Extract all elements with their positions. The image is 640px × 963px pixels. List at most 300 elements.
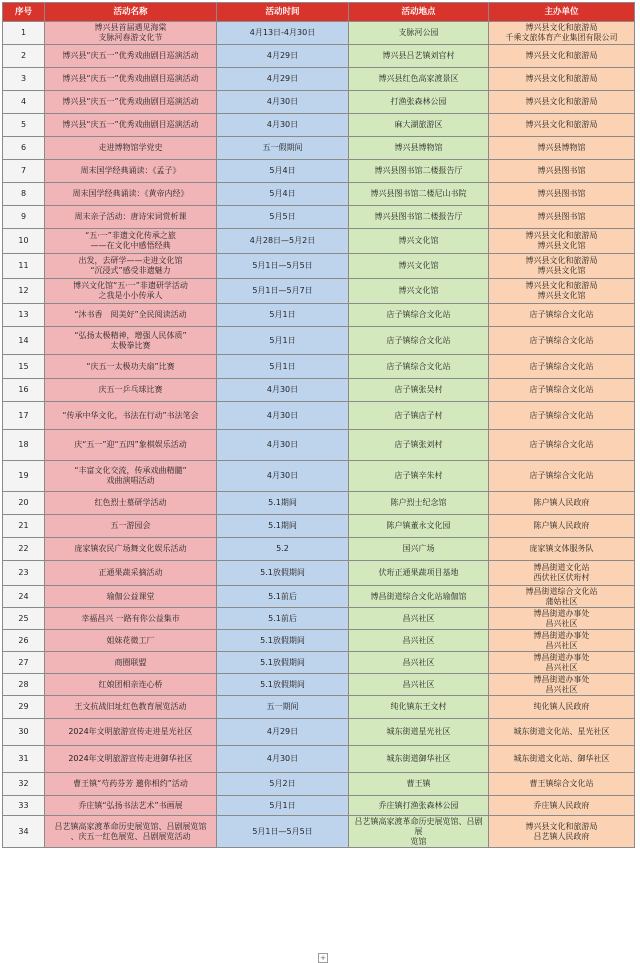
cell-index	[3, 304, 45, 327]
cell-activity-name	[45, 696, 217, 719]
cell-text-line: 28	[18, 679, 29, 689]
cell-activity-place	[349, 515, 489, 538]
cell-text-line: 9	[20, 212, 27, 221]
cell-text-line: 吕艺镇高家渡革命历史展览馆、吕剧展览馆	[54, 821, 207, 831]
cell-index	[3, 696, 45, 719]
cell-text-line: 支脉河公园	[398, 28, 439, 37]
cell-activity-time	[217, 327, 349, 355]
cell-text-line: 5月1日—5月7日	[252, 286, 313, 295]
cell-activity-place	[349, 538, 489, 561]
cell-text-line: 4月30日	[266, 410, 299, 420]
cell-text-line: 博昌街道办事处	[533, 608, 590, 618]
cell-text-line: 昌兴社区	[402, 657, 435, 667]
table-row	[3, 229, 635, 254]
cell-index	[3, 773, 45, 796]
header-index: 序号	[3, 3, 45, 22]
cell-text-line: 乔庄镇“弘扬书法艺术”书画展	[78, 800, 183, 810]
cell-text-line: 博兴县博物馆	[537, 143, 586, 152]
cell-text-line: 纯化镇人民政府	[533, 702, 590, 711]
cell-activity-name	[45, 652, 217, 674]
cell-text-line: 城东街道御华社区	[386, 754, 451, 763]
cell-text-line: 博兴县图书馆二楼报告厅	[374, 212, 463, 221]
cell-organizer	[489, 608, 635, 630]
cell-text-line: 王文抗战旧址红色教育展览活动	[74, 702, 187, 711]
cell-text-line: 店子镇综合文化站	[386, 335, 451, 345]
cell-organizer	[489, 114, 635, 137]
table-row	[3, 492, 635, 515]
cell-text-line: 曹王镇	[406, 779, 431, 788]
cell-organizer	[489, 68, 635, 91]
cell-text-line: 博兴文化馆“五·一”非遗研学活动	[73, 281, 188, 290]
cell-activity-place	[349, 492, 489, 515]
cell-text-line: 14	[18, 335, 29, 345]
cell-organizer	[489, 160, 635, 183]
cell-text-line: 5月1日	[269, 800, 296, 810]
cell-text-line: 博兴县文化和旅游局	[525, 23, 598, 32]
cell-text-line: 5.1放假期间	[260, 568, 305, 577]
cell-activity-time	[217, 206, 349, 229]
table-row	[3, 719, 635, 746]
cell-text-line: 庞家镇文体服务队	[529, 544, 594, 553]
cell-text-line: 陈户烈士纪念馆	[390, 498, 447, 507]
table-row	[3, 696, 635, 719]
cell-organizer	[489, 91, 635, 114]
cell-activity-name	[45, 355, 217, 379]
cell-index	[3, 652, 45, 674]
cell-text-line: 红色烈士墓研学活动	[94, 498, 167, 507]
cell-text-line: 周末国学经典诵读：《孟子》	[80, 166, 181, 175]
cell-activity-place	[349, 746, 489, 773]
cell-index	[3, 492, 45, 515]
cell-text-line: 店子镇综合文化站	[529, 310, 594, 319]
cell-organizer	[489, 402, 635, 430]
cell-text-line: 博兴县文化和旅游局	[525, 821, 598, 831]
cell-activity-name	[45, 746, 217, 773]
cell-text-line: 2024年文明旅游宣传走进御华社区	[68, 754, 193, 763]
cell-activity-time	[217, 816, 349, 848]
cell-text-line: 博昌街道办事处	[533, 630, 590, 640]
cell-text-line: 曹王镇“芍药芬芳 邀你相约”活动	[73, 779, 188, 788]
cell-activity-name	[45, 608, 217, 630]
cell-text-line: 5.1放假期间	[260, 635, 305, 645]
cell-activity-time	[217, 304, 349, 327]
cell-text-line: 纯化镇东王文村	[390, 702, 447, 711]
cell-activity-place	[349, 608, 489, 630]
cell-activity-place	[349, 183, 489, 206]
cell-index	[3, 22, 45, 45]
cell-text-line: 4月28日—5月2日	[249, 236, 316, 245]
cell-activity-time	[217, 114, 349, 137]
cell-text-line: 庞家镇农民广场舞文化娱乐活动	[74, 544, 187, 553]
cell-organizer	[489, 304, 635, 327]
table-row	[3, 183, 635, 206]
cell-text-line: 店子镇综合文化站	[529, 385, 594, 394]
cell-text-line: 27	[18, 657, 29, 667]
cell-text-line: 16	[18, 385, 29, 394]
cell-text-line: 昌兴社区	[545, 684, 578, 694]
cell-index	[3, 137, 45, 160]
cell-text-line: 商圈联盟	[114, 657, 147, 667]
table-row	[3, 160, 635, 183]
cell-activity-place	[349, 461, 489, 492]
cell-text-line: 戏曲演唱活动	[106, 476, 155, 485]
cell-organizer	[489, 206, 635, 229]
cell-text-line: 5月4日	[269, 189, 296, 198]
cell-index	[3, 816, 45, 848]
table-row	[3, 91, 635, 114]
cell-text-line: 博兴县红色高家渡景区	[378, 74, 459, 83]
cell-text-line: 店子镇综合文化站	[529, 410, 594, 420]
cell-index	[3, 254, 45, 279]
table-header-row	[3, 3, 635, 22]
cell-text-line: 8	[20, 189, 27, 198]
cell-organizer	[489, 45, 635, 68]
table-body	[3, 22, 635, 848]
cell-activity-place	[349, 816, 489, 848]
cell-organizer	[489, 461, 635, 492]
cell-text-line: 5月2日	[269, 779, 296, 788]
cell-activity-time	[217, 461, 349, 492]
cell-text-line: “五·一”非遗文化传承之旅	[85, 231, 176, 240]
cell-text-line: 店子镇店子村	[394, 410, 443, 420]
cell-activity-place	[349, 652, 489, 674]
cell-activity-place	[349, 355, 489, 379]
cell-text-line: 博兴县“庆五一”优秀戏曲剧目巡演活动	[62, 74, 199, 83]
cell-organizer	[489, 355, 635, 379]
cell-activity-time	[217, 379, 349, 402]
cell-text-line: 博兴县图书馆	[537, 212, 586, 221]
table-row	[3, 630, 635, 652]
cell-text-line: 博兴文化馆	[398, 236, 439, 245]
cell-text-line: 博兴县文化和旅游局	[525, 74, 598, 83]
table-row	[3, 652, 635, 674]
cell-text-line: 西伏社区伏珩村	[533, 573, 590, 582]
table-row	[3, 355, 635, 379]
cell-organizer	[489, 674, 635, 696]
cell-activity-place	[349, 561, 489, 586]
cell-activity-name	[45, 327, 217, 355]
cell-index	[3, 279, 45, 304]
cell-text-line: 庆五一乒乓球比赛	[98, 385, 163, 394]
cell-index	[3, 379, 45, 402]
cell-text-line: 博兴文化馆	[398, 261, 439, 270]
cell-text-line: 陈户镇董永文化园	[386, 521, 451, 530]
cell-text-line: 乔庄镇打渔张森林公园	[378, 800, 459, 810]
cell-activity-time	[217, 430, 349, 461]
cell-organizer	[489, 816, 635, 848]
cell-activity-name	[45, 430, 217, 461]
cell-index	[3, 561, 45, 586]
cell-activity-name	[45, 45, 217, 68]
cell-text-line: 29	[18, 702, 29, 711]
cell-text-line: 4月30日	[266, 97, 299, 106]
table-row	[3, 674, 635, 696]
table-row	[3, 515, 635, 538]
cell-text-line: 4月30日	[266, 471, 299, 480]
cell-activity-place	[349, 430, 489, 461]
cell-text-line: 20	[18, 498, 29, 507]
table-row	[3, 561, 635, 586]
cell-activity-place	[349, 45, 489, 68]
cell-activity-name	[45, 254, 217, 279]
cell-activity-name	[45, 538, 217, 561]
table-row	[3, 773, 635, 796]
cell-activity-time	[217, 45, 349, 68]
cell-organizer	[489, 630, 635, 652]
table-row	[3, 304, 635, 327]
cell-index	[3, 430, 45, 461]
cell-text-line: 4月30日	[266, 754, 299, 763]
cell-index	[3, 183, 45, 206]
cell-text-line: 博兴县文化和旅游局	[525, 231, 598, 240]
cell-index	[3, 327, 45, 355]
cell-activity-name	[45, 515, 217, 538]
cell-text-line: “丰富文化交流，传承戏曲精髓”	[74, 466, 187, 475]
table-row	[3, 254, 635, 279]
cell-text-line: 31	[18, 754, 29, 763]
table-row	[3, 402, 635, 430]
cell-text-line: 博兴县“庆五一”优秀戏曲剧目巡演活动	[62, 51, 199, 60]
cell-organizer	[489, 696, 635, 719]
cell-text-line: “沉浸式”感受非遗魅力	[90, 266, 171, 275]
cell-text-line: 出发，去研学——走进文化馆	[78, 256, 183, 265]
cell-activity-time	[217, 160, 349, 183]
cell-organizer	[489, 515, 635, 538]
cell-text-line: 博兴县文化馆	[537, 266, 586, 275]
cell-index	[3, 355, 45, 379]
cell-organizer	[489, 379, 635, 402]
cell-index	[3, 674, 45, 696]
cell-index	[3, 461, 45, 492]
cell-text-line: 庆“五一”迎“五四”象棋娱乐活动	[74, 440, 187, 449]
cell-activity-place	[349, 696, 489, 719]
cell-index	[3, 91, 45, 114]
table-row	[3, 608, 635, 630]
cell-text-line: 昌兴社区	[402, 613, 435, 623]
cell-text-line: 5月4日	[269, 166, 296, 175]
cell-activity-place	[349, 229, 489, 254]
cell-activity-time	[217, 515, 349, 538]
cell-text-line: 博兴县图书馆	[537, 189, 586, 198]
cell-text-line: 五一游园会	[110, 521, 151, 530]
cell-text-line: 5月1日—5月5日	[252, 261, 313, 270]
cell-text-line: “传承中华文化，书法在行动”书法笔会	[62, 410, 199, 420]
cell-text-line: 1	[20, 28, 27, 37]
cell-text-line: 4月29日	[266, 74, 299, 83]
cell-activity-place	[349, 402, 489, 430]
cell-activity-name	[45, 773, 217, 796]
table-row	[3, 746, 635, 773]
cell-activity-name	[45, 114, 217, 137]
cell-activity-place	[349, 22, 489, 45]
cell-organizer	[489, 327, 635, 355]
cell-text-line: 店子镇辛朱村	[394, 471, 443, 480]
cell-activity-time	[217, 538, 349, 561]
cell-text-line: 博兴县文化馆	[537, 291, 586, 300]
cell-text-line: 5.1前后	[268, 613, 297, 623]
cell-activity-name	[45, 461, 217, 492]
cell-text-line: “沐书香 阅美好”全民阅读活动	[74, 310, 187, 319]
table-row	[3, 22, 635, 45]
cell-activity-place	[349, 114, 489, 137]
cell-text-line: 国兴广场	[402, 544, 435, 553]
cell-text-line: 博昌街道综合文化站	[525, 586, 598, 596]
cell-activity-name	[45, 796, 217, 816]
cell-text-line: 正通果蔬采摘活动	[98, 568, 163, 577]
cell-activity-place	[349, 304, 489, 327]
cell-text-line: 10	[18, 236, 29, 245]
cell-text-line: 伏珩正通果蔬项目基地	[378, 568, 459, 577]
cell-activity-place	[349, 279, 489, 304]
cell-activity-place	[349, 327, 489, 355]
cell-text-line: 昌兴社区	[545, 618, 578, 628]
cell-activity-name	[45, 22, 217, 45]
cell-organizer	[489, 492, 635, 515]
cell-text-line: 博昌街道办事处	[533, 652, 590, 662]
sheet-tab-marker[interactable]: +	[318, 953, 328, 963]
cell-text-line: 五一期间	[266, 702, 299, 711]
cell-activity-name	[45, 91, 217, 114]
cell-text-line: 店子镇综合文化站	[529, 440, 594, 449]
table-row	[3, 538, 635, 561]
cell-activity-name	[45, 183, 217, 206]
cell-activity-place	[349, 379, 489, 402]
cell-text-line: 博兴县图书馆二楼尼山书院	[370, 189, 467, 198]
cell-activity-time	[217, 630, 349, 652]
cell-text-line: 博昌街道办事处	[533, 674, 590, 684]
table-row	[3, 114, 635, 137]
cell-activity-name	[45, 160, 217, 183]
cell-text-line: 博兴县吕艺镇刘官村	[382, 51, 455, 60]
cell-text-line: 博兴县文化和旅游局	[525, 51, 598, 60]
cell-activity-time	[217, 68, 349, 91]
cell-organizer	[489, 137, 635, 160]
cell-activity-time	[217, 22, 349, 45]
cell-activity-name	[45, 816, 217, 848]
cell-text-line: 13	[18, 310, 29, 319]
cell-text-line: 支脉河春游文化节	[98, 33, 163, 42]
cell-activity-place	[349, 630, 489, 652]
cell-activity-name	[45, 630, 217, 652]
cell-text-line: 4月29日	[266, 727, 299, 736]
cell-text-line: 5.1前后	[268, 591, 297, 601]
cell-text-line: 昌兴社区	[545, 640, 578, 650]
cell-text-line: 5.2	[276, 544, 289, 553]
cell-text-line: 4月30日	[266, 385, 299, 394]
table-row	[3, 816, 635, 848]
cell-text-line: 陈户镇人民政府	[533, 521, 590, 530]
table-row	[3, 45, 635, 68]
cell-activity-place	[349, 160, 489, 183]
header-activity-time: 活动时间	[217, 3, 349, 22]
table-row	[3, 379, 635, 402]
cell-text-line: 店子镇张刘村	[394, 440, 443, 449]
cell-activity-time	[217, 773, 349, 796]
cell-text-line: 红娘团相亲连心桥	[98, 679, 163, 689]
cell-organizer	[489, 773, 635, 796]
cell-index	[3, 608, 45, 630]
cell-text-line: 5月1日	[269, 335, 296, 345]
cell-text-line: 5月1日	[269, 361, 296, 371]
cell-activity-time	[217, 229, 349, 254]
cell-text-line: ——在文化中感悟经典	[90, 241, 171, 250]
cell-activity-place	[349, 719, 489, 746]
cell-text-line: 博兴县文化馆	[537, 241, 586, 250]
cell-text-line: 4月29日	[266, 51, 299, 60]
cell-index	[3, 515, 45, 538]
table-row	[3, 137, 635, 160]
cell-index	[3, 45, 45, 68]
header-activity-name: 活动名称	[45, 3, 217, 22]
cell-organizer	[489, 22, 635, 45]
table-row	[3, 279, 635, 304]
cell-activity-place	[349, 674, 489, 696]
cell-text-line: 博兴县首届遇见海棠	[94, 23, 167, 32]
cell-text-line: 30	[18, 727, 29, 736]
cell-activity-name	[45, 68, 217, 91]
cell-text-line: 5.1期间	[268, 521, 297, 530]
cell-text-line: 5.1放假期间	[260, 679, 305, 689]
cell-text-line: 太极拳比赛	[110, 340, 151, 350]
cell-text-line: 、庆五一红色展览、吕剧展览活动	[70, 831, 191, 841]
cell-organizer	[489, 430, 635, 461]
cell-activity-time	[217, 492, 349, 515]
cell-text-line: 博兴县“庆五一”优秀戏曲剧目巡演活动	[62, 97, 199, 106]
cell-activity-time	[217, 652, 349, 674]
cell-text-line: 店子镇综合文化站	[386, 361, 451, 371]
cell-text-line: 博兴县文化和旅游局	[525, 120, 598, 129]
cell-text-line: 5月1日—5月5日	[252, 826, 313, 836]
cell-text-line: 11	[18, 261, 29, 270]
cell-activity-name	[45, 719, 217, 746]
cell-activity-time	[217, 254, 349, 279]
cell-text-line: 博兴县文化和旅游局	[525, 97, 598, 106]
cell-index	[3, 719, 45, 746]
cell-text-line: 博兴县图书馆二楼报告厅	[374, 166, 463, 175]
cell-text-line: 4月30日	[266, 120, 299, 129]
cell-activity-name	[45, 206, 217, 229]
table-row	[3, 796, 635, 816]
cell-activity-place	[349, 254, 489, 279]
cell-activity-place	[349, 137, 489, 160]
cell-activity-time	[217, 355, 349, 379]
cell-text-line: 昌兴社区	[402, 679, 435, 689]
cell-activity-name	[45, 402, 217, 430]
cell-activity-time	[217, 696, 349, 719]
cell-activity-name	[45, 279, 217, 304]
cell-activity-name	[45, 586, 217, 608]
cell-activity-time	[217, 746, 349, 773]
table-row	[3, 430, 635, 461]
cell-text-line: 5月5日	[269, 212, 296, 221]
cell-activity-time	[217, 674, 349, 696]
cell-text-line: 5.1放假期间	[260, 657, 305, 667]
cell-text-line: 4月30日	[266, 440, 299, 449]
cell-activity-time	[217, 796, 349, 816]
table-row	[3, 586, 635, 608]
cell-text-line: 城东街道星光社区	[386, 727, 451, 736]
cell-organizer	[489, 746, 635, 773]
cell-text-line: 6	[20, 143, 27, 152]
cell-text-line: 乔庄镇人民政府	[533, 800, 590, 810]
table-row	[3, 327, 635, 355]
cell-text-line: 23	[18, 568, 29, 577]
cell-index	[3, 630, 45, 652]
cell-organizer	[489, 796, 635, 816]
header-activity-place: 活动地点	[349, 3, 489, 22]
cell-organizer	[489, 254, 635, 279]
cell-text-line: 18	[18, 440, 29, 449]
